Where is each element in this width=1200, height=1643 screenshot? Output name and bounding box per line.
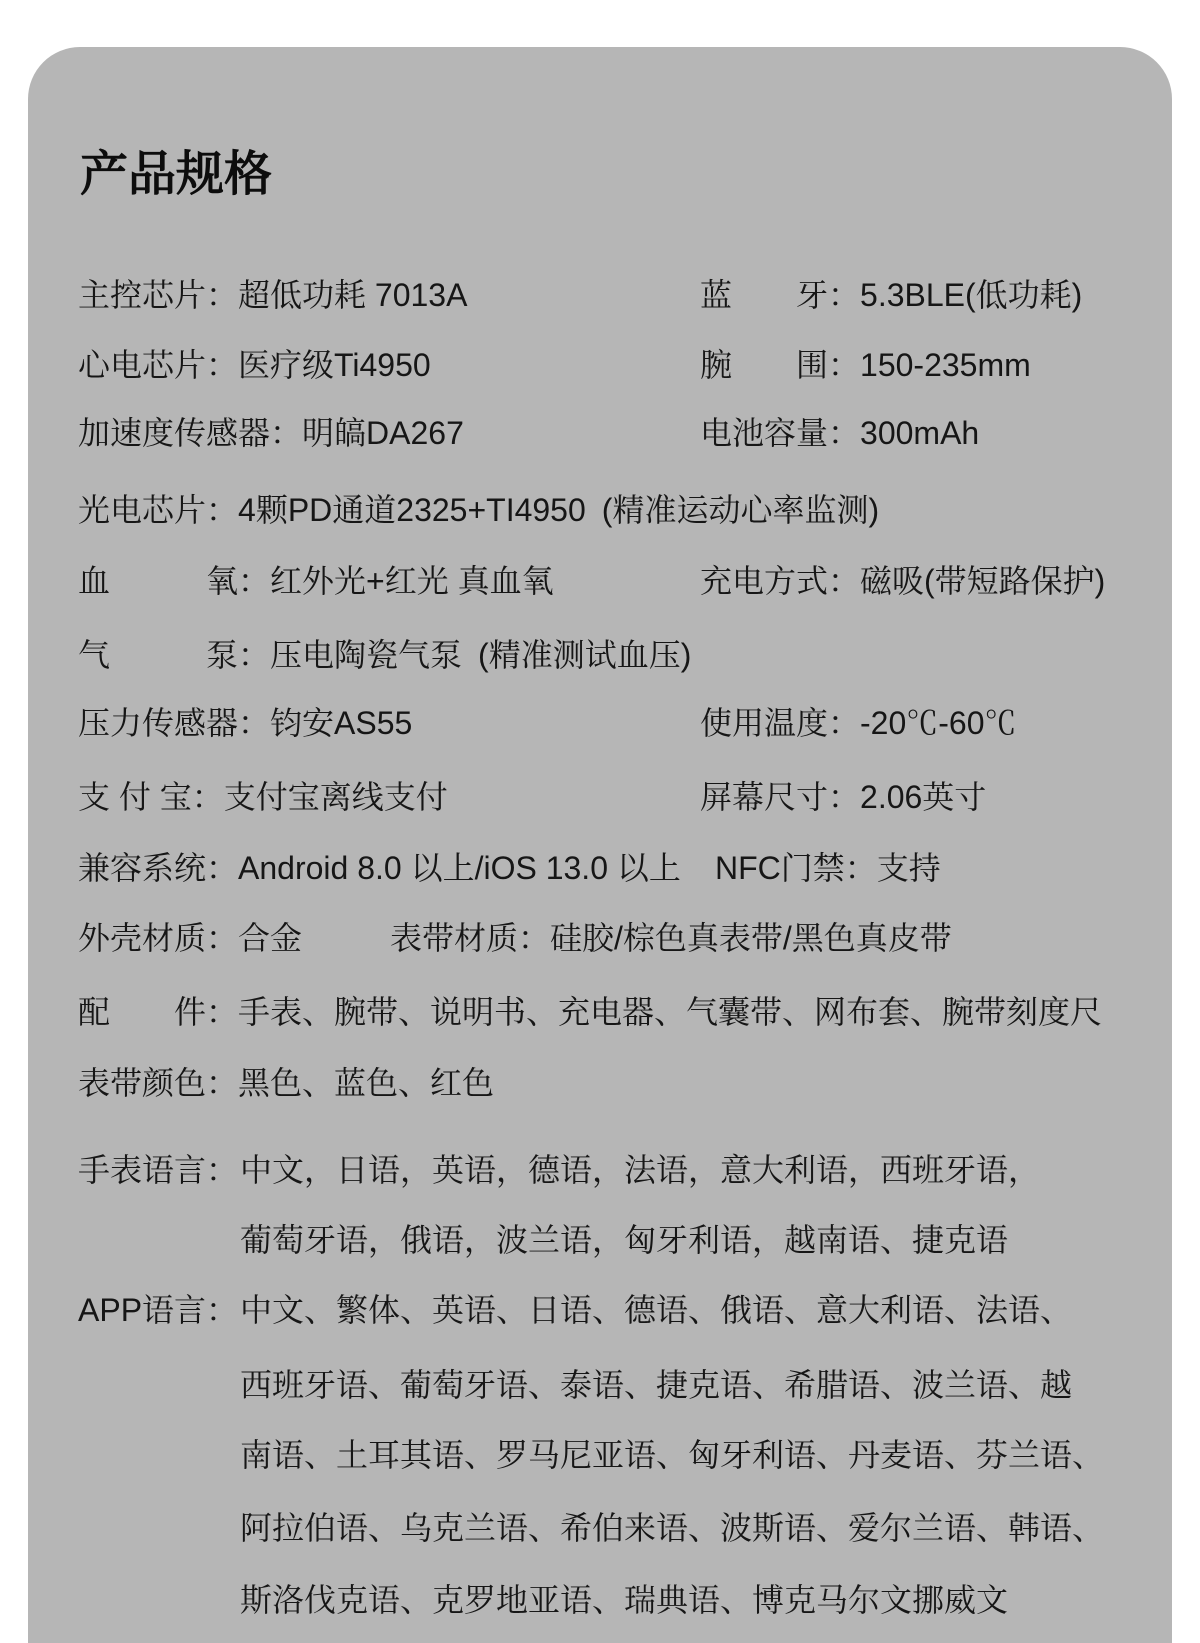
watch-languages-label [78, 1150, 238, 1190]
spec-label-strap-colors: 表带颜色： [78, 1065, 239, 1101]
spec-note-optical-chip: (精准运动心率监测) [601, 492, 880, 528]
spec-row-screen-size [700, 777, 986, 817]
spec-value-blood-oxygen: 红外光+红光 真血氧 [270, 563, 554, 599]
spec-value-optical-chip: 4颗PD通道2325+TI4950 [238, 492, 586, 528]
spec-value-battery: 300mAh [860, 415, 980, 451]
spec-label-case-material: 外壳材质： [78, 920, 239, 956]
app-languages-line-4: 阿拉伯语、乌克兰语、希伯来语、波斯语、爱尔兰语、韩语、 [240, 1510, 1105, 1546]
spec-row-optical-chip [78, 490, 879, 530]
spec-row-strap-material [390, 918, 952, 958]
spec-value-alipay: 支付宝离线支付 [223, 779, 448, 815]
spec-label-pressure-sensor: 压力传感器： [78, 705, 271, 741]
spec-value-pressure-sensor: 钧安AS55 [270, 705, 413, 741]
watch-languages-line-2: 葡萄牙语，俄语，波兰语，匈牙利语，越南语、捷克语 [240, 1222, 1009, 1258]
spec-value-main-chip: 超低功耗 7013A [238, 277, 468, 313]
spec-label-charging: 充电方式： [700, 563, 861, 599]
spec-value-os-compat: Android 8.0 以上/iOS 13.0 以上 [238, 850, 681, 886]
spec-row-pressure-sensor [78, 703, 412, 743]
spec-row-battery [700, 413, 979, 453]
spec-label-optical-chip: 光电芯片： [78, 492, 239, 528]
spec-label-air-pump: 气 泵： [78, 637, 271, 673]
spec-label-ecg-chip: 心电芯片： [78, 347, 239, 383]
app-languages-line-5: 斯洛伐克语、克罗地亚语、瑞典语、博克马尔文挪威文 [240, 1582, 1009, 1618]
spec-value-accelerometer: 明皜DA267 [302, 415, 464, 451]
spec-value-case-material: 合金 [238, 920, 303, 956]
spec-row-case-material [78, 918, 302, 958]
spec-value-screen-size: 2.06英寸 [860, 779, 987, 815]
spec-label-app-languages: APP语言： [78, 1292, 239, 1328]
spec-row-ecg-chip [78, 345, 431, 385]
spec-row-bluetooth [700, 275, 1082, 315]
spec-label-temperature: 使用温度： [700, 705, 861, 741]
spec-label-strap-material: 表带材质： [390, 920, 551, 956]
spec-label-battery: 电池容量： [700, 415, 861, 451]
spec-label-main-chip: 主控芯片： [78, 277, 239, 313]
spec-label-wrist-size: 腕 围： [700, 347, 861, 383]
spec-value-ecg-chip: 医疗级Ti4950 [238, 347, 431, 383]
spec-row-nfc [715, 848, 941, 888]
spec-row-wrist-size [700, 345, 1031, 385]
page-title: 产品规格 [80, 148, 273, 201]
spec-row-accessories [78, 992, 1102, 1032]
app-languages-line-1: 中文、繁体、英语、日语、德语、俄语、意大利语、法语、 [240, 1292, 1073, 1328]
spec-row-air-pump [78, 635, 691, 675]
spec-label-bluetooth: 蓝 牙： [700, 277, 861, 313]
spec-value-bluetooth: 5.3BLE(低功耗) [860, 277, 1083, 313]
app-languages-line-3: 南语、土耳其语、罗马尼亚语、匈牙利语、丹麦语、芬兰语、 [240, 1437, 1105, 1473]
spec-label-screen-size: 屏幕尺寸： [700, 779, 861, 815]
spec-row-accelerometer [78, 413, 464, 453]
spec-label-os-compat: 兼容系统： [78, 850, 239, 886]
spec-value-strap-colors: 黑色、蓝色、红色 [238, 1065, 495, 1101]
spec-row-alipay [78, 777, 448, 817]
spec-label-accelerometer: 加速度传感器： [78, 415, 303, 451]
app-languages-line-2: 西班牙语、葡萄牙语、泰语、捷克语、希腊语、波兰语、越 [240, 1367, 1073, 1403]
spec-row-strap-colors [78, 1063, 494, 1103]
spec-value-strap-material: 硅胶/棕色真表带/黑色真皮带 [550, 920, 952, 956]
spec-label-accessories: 配 件： [78, 994, 239, 1030]
spec-value-temperature: -20℃-60℃ [860, 705, 1017, 741]
spec-value-charging: 磁吸(带短路保护) [860, 563, 1106, 599]
spec-value-nfc: 支持 [876, 850, 941, 886]
spec-row-temperature [700, 703, 1017, 743]
spec-label-alipay: 支 付 宝： [78, 779, 224, 815]
spec-label-blood-oxygen: 血 氧： [78, 563, 271, 599]
spec-note-air-pump: (精准测试血压) [478, 637, 692, 673]
spec-row-os-compat [78, 848, 681, 888]
watch-languages-line-1: 中文，日语，英语，德语，法语，意大利语，西班牙语， [240, 1152, 1041, 1188]
app-languages-label [78, 1290, 238, 1330]
spec-row-blood-oxygen [78, 561, 554, 601]
spec-label-nfc: NFC门禁： [715, 850, 877, 886]
spec-value-accessories: 手表、腕带、说明书、充电器、气囊带、网布套、腕带刻度尺 [238, 994, 1103, 1030]
spec-value-wrist-size: 150-235mm [860, 347, 1031, 383]
spec-value-air-pump: 压电陶瓷气泵 [270, 637, 463, 673]
spec-row-charging [700, 561, 1105, 601]
spec-label-watch-languages: 手表语言： [78, 1152, 239, 1188]
spec-row-main-chip [78, 275, 467, 315]
